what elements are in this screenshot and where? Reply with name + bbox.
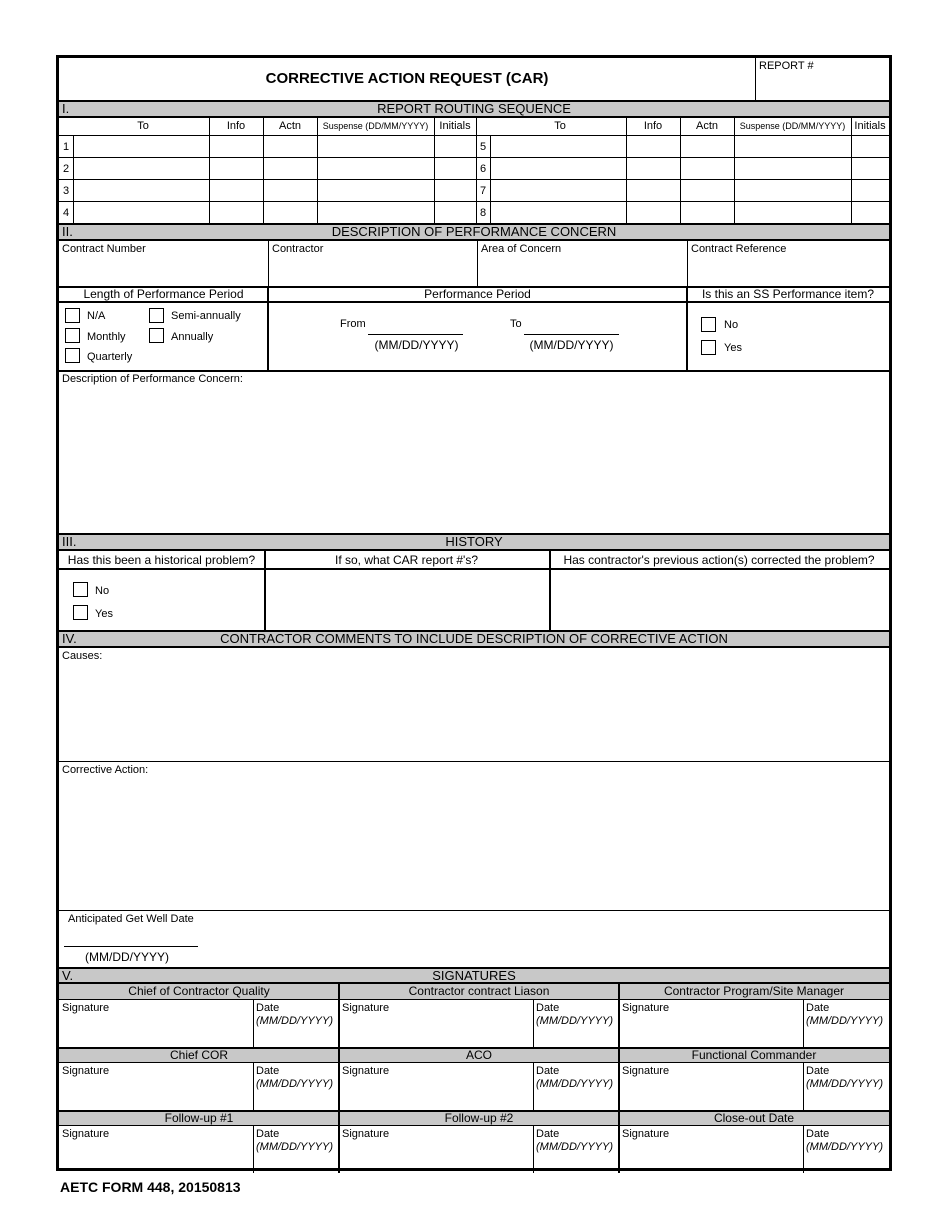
- causes-field[interactable]: [59, 648, 889, 761]
- signature-block-title: Chief of Contractor Quality: [128, 984, 270, 998]
- ss-item-heading: Is this an SS Performance item?: [701, 287, 875, 301]
- col-info-left: Info: [226, 120, 246, 132]
- signature-field[interactable]: [62, 1128, 254, 1171]
- section-1-header: [59, 100, 889, 118]
- ss-no-checkbox[interactable]: [701, 317, 716, 332]
- signature-grid: [59, 984, 889, 1171]
- from-label: From: [340, 318, 366, 330]
- signature-field[interactable]: [622, 1065, 804, 1108]
- date-field[interactable]: [256, 1128, 338, 1171]
- to-date-field[interactable]: [524, 334, 619, 335]
- section-4-number: IV.: [62, 631, 77, 646]
- history-yes-checkbox[interactable]: [73, 605, 88, 620]
- previous-action-question: Has contractor's previous action(s) corrected the problem?: [563, 553, 875, 567]
- car-report-numbers-question: If so, what CAR report #'s?: [334, 553, 478, 567]
- signature-label: Signature: [622, 1065, 670, 1077]
- date-field[interactable]: [536, 1128, 618, 1171]
- signature-block-title: Follow-up #1: [164, 1111, 234, 1125]
- date-format: (MM/DD/YYYY): [256, 1078, 333, 1090]
- signature-block-title: Follow-up #2: [444, 1111, 514, 1125]
- col-actn-right: Actn: [695, 120, 718, 132]
- report-number-label: REPORT #: [759, 60, 814, 72]
- date-field[interactable]: [806, 1065, 888, 1108]
- area-of-concern-field[interactable]: [481, 243, 686, 286]
- history-yes-label: Yes: [95, 608, 113, 620]
- ss-yes-label: Yes: [724, 342, 742, 354]
- date-field[interactable]: [256, 1065, 338, 1108]
- section-4-header: [59, 630, 889, 648]
- signature-block-title: Close-out Date: [713, 1111, 795, 1125]
- date-label: Date: [536, 1128, 560, 1140]
- routing-row-number: 6: [480, 163, 487, 175]
- date-label: Date: [806, 1128, 830, 1140]
- history-no-checkbox[interactable]: [73, 582, 88, 597]
- historical-problem-question: Has this been a historical problem?: [67, 553, 256, 567]
- section-1-title: REPORT ROUTING SEQUENCE: [377, 101, 571, 116]
- section-2-title: DESCRIPTION OF PERFORMANCE CONCERN: [331, 224, 617, 239]
- previous-action-field[interactable]: [551, 570, 889, 629]
- description-label: Description of Performance Concern:: [62, 373, 243, 385]
- semi-annually-checkbox[interactable]: [149, 308, 164, 323]
- signature-label: Signature: [62, 1002, 110, 1014]
- signature-label: Signature: [622, 1002, 670, 1014]
- ss-no-label: No: [724, 319, 739, 331]
- from-date-field[interactable]: [368, 334, 463, 335]
- section-5-title: SIGNATURES: [432, 968, 516, 983]
- date-label: Date: [806, 1002, 830, 1014]
- signature-block-title: Contractor contract Liason: [408, 984, 550, 998]
- get-well-date-label: Anticipated Get Well Date: [68, 913, 194, 925]
- form-number: AETC FORM 448, 20150813: [60, 1179, 241, 1195]
- col-suspense-right: Suspense (DD/MM/YYYY): [739, 121, 846, 131]
- monthly-checkbox[interactable]: [65, 328, 80, 343]
- date-format: (MM/DD/YYYY): [536, 1015, 613, 1027]
- date-label: Date: [806, 1065, 830, 1077]
- col-initials-right: Initials: [854, 120, 886, 132]
- col-suspense-left: Suspense (DD/MM/YYYY): [322, 121, 429, 131]
- routing-row-number: 8: [480, 207, 487, 219]
- car-form: [56, 55, 892, 1171]
- section-2-number: II.: [62, 224, 73, 239]
- performance-concern-description-field[interactable]: [59, 371, 889, 533]
- section-1-number: I.: [62, 101, 70, 116]
- contract-reference-label: Contract Reference: [691, 243, 787, 255]
- corrective-action-label: Corrective Action:: [62, 764, 149, 776]
- signature-field[interactable]: [62, 1065, 254, 1108]
- signature-field[interactable]: [342, 1128, 534, 1171]
- routing-row-number: 4: [63, 207, 70, 219]
- date-field[interactable]: [536, 1002, 618, 1045]
- section-4-title: CONTRACTOR COMMENTS TO INCLUDE DESCRIPTION OF CORRECTIVE ACTION: [220, 631, 728, 646]
- annually-checkbox[interactable]: [149, 328, 164, 343]
- monthly-label: Monthly: [87, 331, 126, 343]
- col-initials-left: Initials: [439, 120, 471, 132]
- signature-label: Signature: [62, 1128, 110, 1140]
- date-format: (MM/DD/YYYY): [536, 1141, 613, 1153]
- date-format: (MM/DD/YYYY): [536, 1078, 613, 1090]
- get-well-date-format: (MM/DD/YYYY): [85, 950, 169, 964]
- date-field[interactable]: [806, 1002, 888, 1045]
- report-number-field[interactable]: [756, 58, 892, 100]
- section-5-header: [59, 967, 889, 984]
- performance-period-heading: Performance Period: [424, 287, 531, 301]
- signature-field[interactable]: [62, 1002, 254, 1045]
- section-5-number: V.: [62, 968, 74, 983]
- signature-field[interactable]: [342, 1065, 534, 1108]
- length-period-heading: Length of Performance Period: [83, 287, 244, 301]
- col-actn-left: Actn: [278, 120, 301, 132]
- col-to-right: To: [554, 120, 566, 132]
- date-label: Date: [536, 1002, 560, 1014]
- ss-yes-checkbox[interactable]: [701, 340, 716, 355]
- contract-number-field[interactable]: [62, 243, 268, 286]
- signature-label: Signature: [62, 1065, 110, 1077]
- date-label: Date: [536, 1065, 560, 1077]
- causes-label: Causes:: [62, 650, 103, 662]
- signature-block-title: Functional Commander: [691, 1048, 817, 1062]
- na-checkbox[interactable]: [65, 308, 80, 323]
- col-to-left: To: [137, 120, 149, 132]
- section-3-number: III.: [62, 534, 77, 549]
- semi-annually-label: Semi-annually: [171, 310, 241, 322]
- routing-row-number: 5: [480, 141, 487, 153]
- routing-row-number: 2: [63, 163, 70, 175]
- date-format: (MM/DD/YYYY): [256, 1141, 333, 1153]
- date-format: (MM/DD/YYYY): [806, 1078, 883, 1090]
- signature-block-title: ACO: [465, 1048, 492, 1062]
- date-field[interactable]: [806, 1128, 888, 1171]
- date-label: Date: [256, 1002, 280, 1014]
- signature-block-title: Contractor Program/Site Manager: [663, 984, 845, 998]
- date-field[interactable]: [536, 1065, 618, 1108]
- signature-field[interactable]: [622, 1002, 804, 1045]
- contract-reference-field[interactable]: [691, 243, 889, 286]
- history-no-label: No: [95, 585, 110, 597]
- signature-label: Signature: [342, 1002, 390, 1014]
- routing-row-number: 3: [63, 185, 70, 197]
- signature-label: Signature: [622, 1128, 670, 1140]
- quarterly-checkbox[interactable]: [65, 348, 80, 363]
- corrective-action-field[interactable]: [59, 762, 889, 910]
- date-format: (MM/DD/YYYY): [806, 1141, 883, 1153]
- annually-label: Annually: [171, 331, 214, 343]
- signature-field[interactable]: [622, 1128, 804, 1171]
- contract-number-label: Contract Number: [62, 243, 146, 255]
- date-field[interactable]: [256, 1002, 338, 1045]
- section-3-title: HISTORY: [445, 534, 503, 549]
- to-label: To: [510, 318, 522, 330]
- signature-block-title: Chief COR: [169, 1048, 228, 1062]
- car-report-numbers-field[interactable]: [266, 570, 548, 629]
- date-label: Date: [256, 1128, 280, 1140]
- form-title: CORRECTIVE ACTION REQUEST (CAR): [265, 70, 549, 87]
- contractor-label: Contractor: [272, 243, 324, 255]
- from-date-format: (MM/DD/YYYY): [374, 338, 459, 352]
- contractor-field[interactable]: [272, 243, 477, 286]
- na-label: N/A: [87, 310, 106, 322]
- quarterly-label: Quarterly: [87, 351, 133, 363]
- signature-field[interactable]: [342, 1002, 534, 1045]
- col-info-right: Info: [643, 120, 663, 132]
- section-3-header: [59, 533, 889, 551]
- date-label: Date: [256, 1065, 280, 1077]
- area-of-concern-label: Area of Concern: [481, 243, 562, 255]
- routing-row-number: 7: [480, 185, 487, 197]
- routing-row-number: 1: [63, 141, 70, 153]
- to-date-format: (MM/DD/YYYY): [529, 338, 614, 352]
- signature-label: Signature: [342, 1065, 390, 1077]
- get-well-date-field[interactable]: [64, 946, 198, 947]
- signature-label: Signature: [342, 1128, 390, 1140]
- date-format: (MM/DD/YYYY): [256, 1015, 333, 1027]
- date-format: (MM/DD/YYYY): [806, 1015, 883, 1027]
- section-2-header: [59, 223, 889, 241]
